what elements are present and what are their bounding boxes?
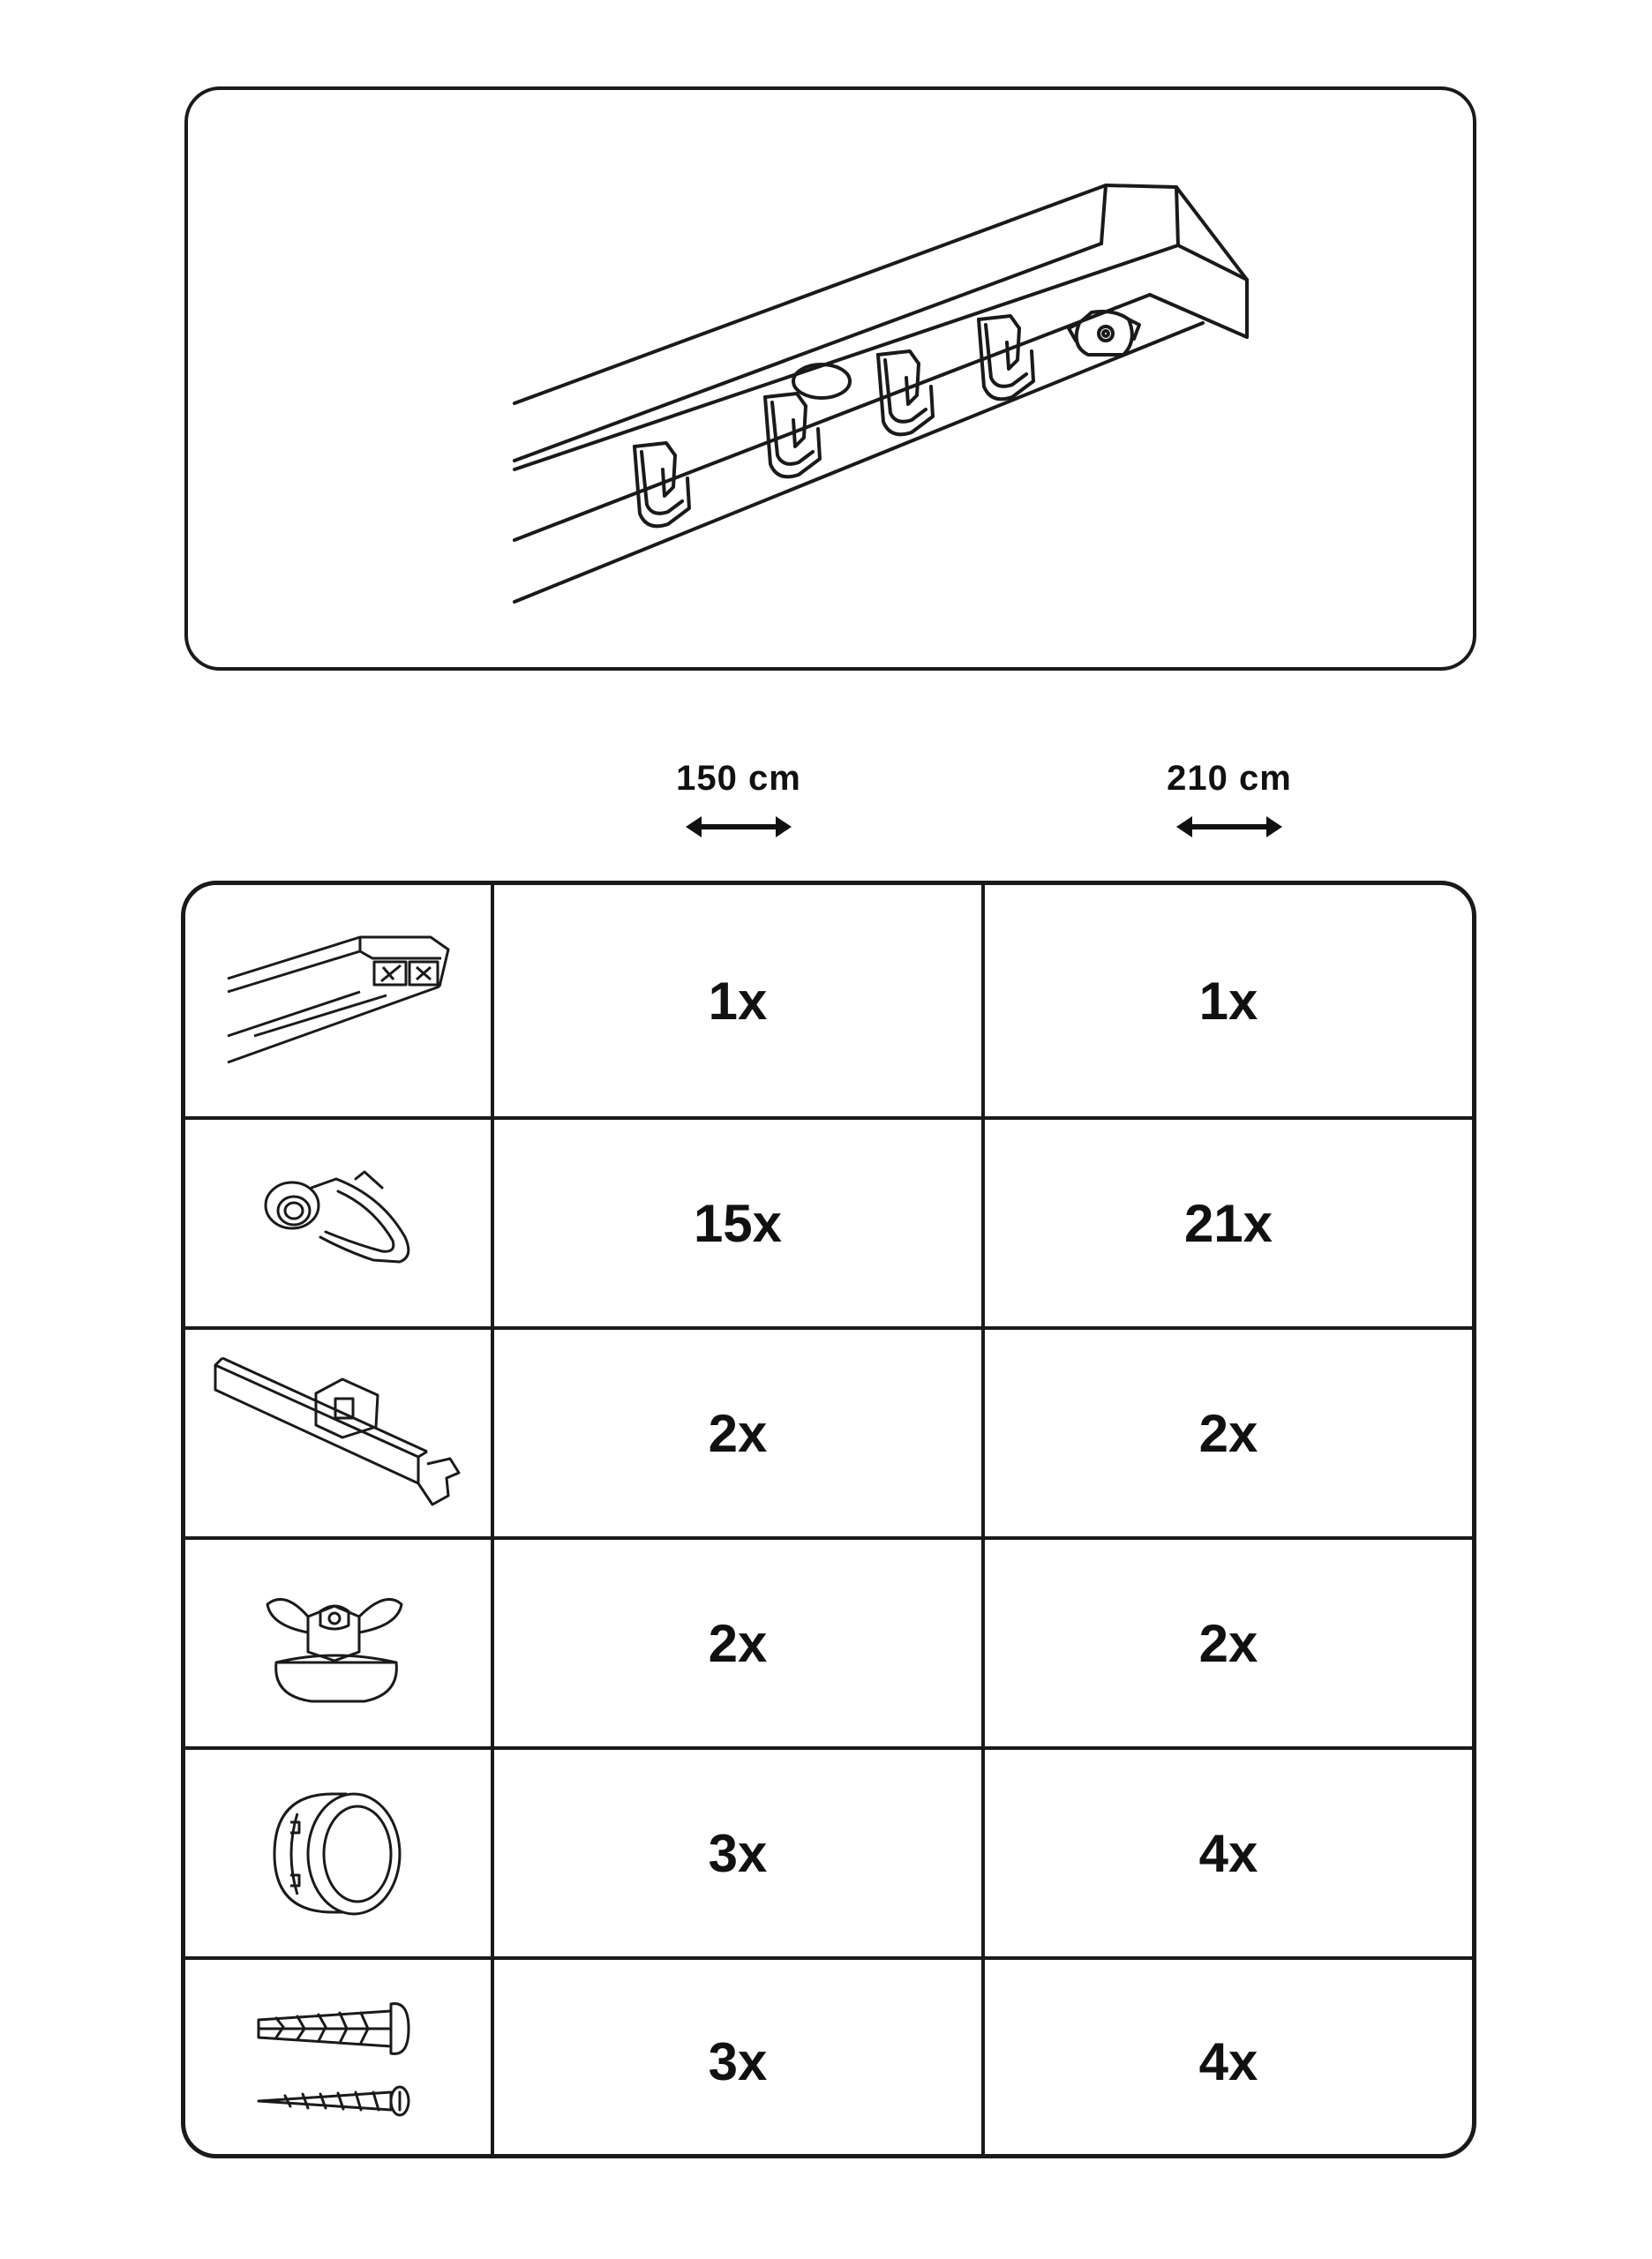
- assembly-illustration-panel: [184, 86, 1476, 671]
- table-row: [185, 885, 1472, 1116]
- column-head-210: [1097, 759, 1362, 839]
- glider-hook-icon: [241, 1152, 435, 1294]
- double-arrow-icon: [1176, 814, 1282, 839]
- table-row: [185, 1330, 1472, 1536]
- qty-210-cell: 2x: [1198, 1613, 1258, 1673]
- qty-150-cell: 2x: [494, 1540, 985, 1746]
- column-head-150: [606, 759, 871, 839]
- table-row: [185, 1750, 1472, 1956]
- curtain-rail-assembly-icon: [188, 90, 1473, 667]
- table-row: [185, 1120, 1472, 1326]
- qty-150-cell: 3x: [494, 1960, 985, 2158]
- column-label-210: 210 cm: [1167, 759, 1292, 798]
- parts-table: [181, 881, 1476, 2158]
- part-cell: [185, 1750, 494, 1956]
- qty-150-cell: 3x: [494, 1750, 985, 1956]
- part-cell: [185, 1120, 494, 1326]
- qty-210-cell: 1x: [1198, 971, 1258, 1031]
- double-arrow-icon: [686, 814, 792, 839]
- qty-150-cell: 15x: [494, 1120, 985, 1326]
- wing-nut-stopper-icon: [250, 1564, 426, 1722]
- table-row: [185, 1540, 1472, 1746]
- part-cell: [185, 885, 494, 1116]
- ceiling-bracket-ring-icon: [259, 1778, 417, 1928]
- column-label-150: 150 cm: [676, 759, 801, 798]
- rail-profile-icon: [219, 904, 457, 1098]
- qty-210-cell: 2x: [1198, 1403, 1258, 1463]
- end-cap-icon: [210, 1340, 466, 1526]
- qty-210-cell: 4x: [1198, 2031, 1258, 2091]
- qty-150-cell: 1x: [494, 885, 985, 1116]
- part-cell: [185, 1540, 494, 1746]
- qty-210-cell: 21x: [1183, 1193, 1273, 1253]
- qty-150-cell: 2x: [494, 1330, 985, 1536]
- table-row: [185, 1960, 1472, 2158]
- part-cell: [185, 1960, 494, 2158]
- part-cell: [185, 1330, 494, 1536]
- qty-210-cell: 4x: [1198, 1823, 1258, 1883]
- wall-plug-and-screw-icon: [241, 1986, 435, 2136]
